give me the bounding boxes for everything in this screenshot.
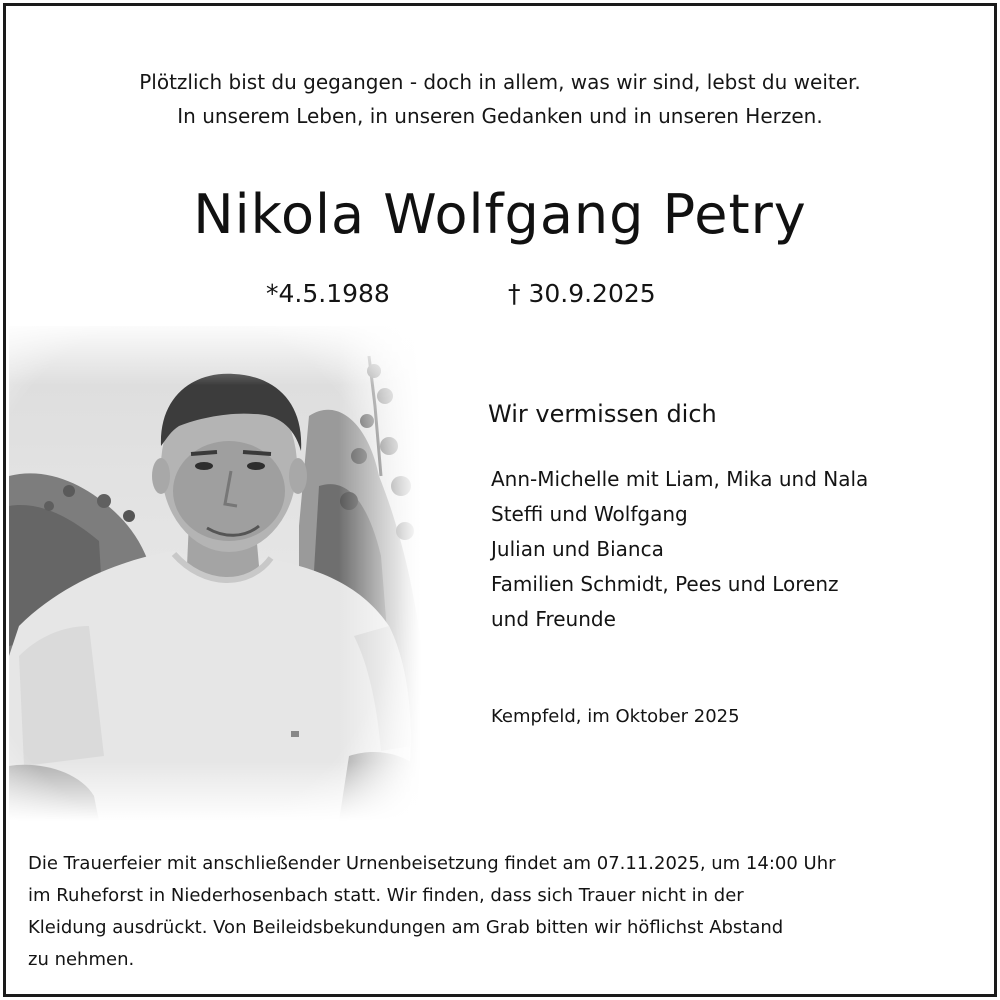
mourner-item: Familien Schmidt, Pees und Lorenz xyxy=(491,572,839,596)
deceased-name: Nikola Wolfgang Petry xyxy=(193,183,807,246)
motto-line: In unserem Leben, in unseren Gedanken und in unseren Herzen. xyxy=(177,104,823,128)
funeral-info-line: im Ruheforst in Niederhosenbach statt. Wir finden, dass sich Trauer nicht in der xyxy=(28,885,744,906)
mourner-item: und Freunde xyxy=(491,607,616,631)
portrait-photo xyxy=(9,326,421,821)
mourner-item: Ann-Michelle mit Liam, Mika und Nala xyxy=(491,467,869,491)
mourners-list xyxy=(491,462,868,637)
mourner-item: Steffi und Wolfgang xyxy=(491,502,688,526)
funeral-info-line: Die Trauerfeier mit anschließender Urnenbeisetzung findet am 07.11.2025, um 14:00 Uhr xyxy=(28,853,836,874)
death-date: † 30.9.2025 xyxy=(508,279,656,308)
funeral-info-line: Kleidung ausdrückt. Von Beileidsbekundungen am Grab bitten wir höflichst Abstand xyxy=(28,917,784,938)
portrait-photo-icon xyxy=(9,326,421,821)
motto-line: Plötzlich bist du gegangen - doch in allem, was wir sind, lebst du weiter. xyxy=(139,70,861,94)
closing-line: Wir vermissen dich xyxy=(488,400,717,428)
mourner-item: Julian und Bianca xyxy=(491,537,664,561)
funeral-info xyxy=(28,848,988,976)
motto-verse xyxy=(6,65,994,133)
funeral-info-line: zu nehmen. xyxy=(28,949,135,970)
obituary-notice xyxy=(3,3,997,997)
birth-date: *4.5.1988 xyxy=(266,279,390,308)
place-date: Kempfeld, im Oktober 2025 xyxy=(491,706,740,727)
